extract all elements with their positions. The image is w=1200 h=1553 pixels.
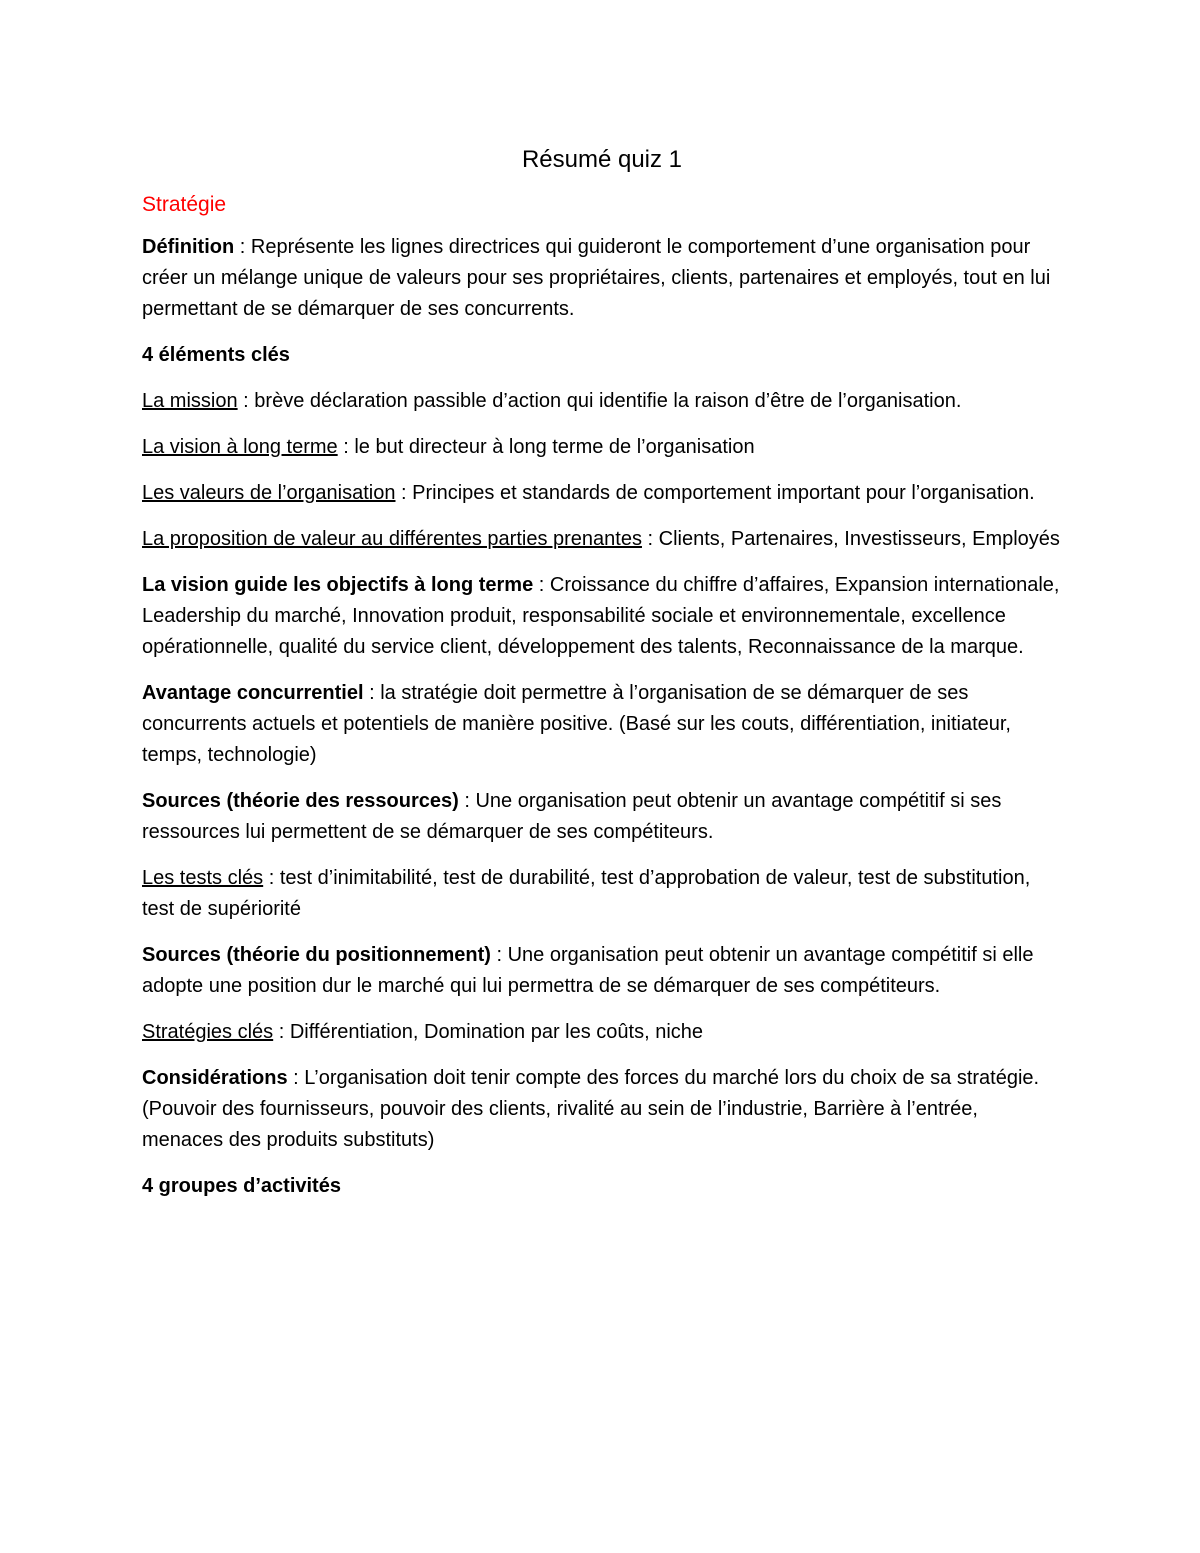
key-strategies-term: Stratégies clés (142, 1021, 274, 1043)
positioning-theory-term: Sources (théorie du positionnement) (142, 944, 491, 966)
section-heading-strategie: Stratégie (142, 193, 227, 216)
vision-objectives-text: Croissance du chiffre d’affaires, Expansion internationale, Leadership du marché, Innovation produit, responsabilité sociale et environnementale, excellence opérationnelle, qualité du service client, développement des talents, Reconnaissance de la marque. (142, 574, 1060, 658)
org-values-paragraph (142, 478, 1062, 509)
positioning-theory-paragraph (142, 940, 1062, 1002)
org-values-text: Principes et standards de comportement important pour l’organisation. (412, 482, 1035, 504)
document-title: Résumé quiz 1 (521, 146, 683, 173)
considerations-term: Considérations (142, 1067, 288, 1089)
mission-term: La mission (142, 390, 238, 412)
key-tests-text: test d’inimitabilité, test de durabilité, test d’approbation de valeur, test de substitution, test de supériorité (142, 867, 1031, 920)
vision-objectives-paragraph (142, 570, 1062, 663)
key-strategies-paragraph (142, 1017, 1062, 1048)
value-proposition-separator: : (641, 528, 659, 550)
definition-term: Définition (142, 236, 235, 258)
value-proposition-paragraph (142, 524, 1062, 555)
definition-separator: : (234, 236, 251, 258)
key-strategies-separator: : (273, 1021, 290, 1043)
mission-separator: : (237, 390, 255, 412)
competitive-advantage-paragraph (142, 678, 1062, 771)
resources-theory-term: Sources (théorie des ressources) (142, 790, 459, 812)
key-tests-paragraph (142, 863, 1062, 925)
competitive-advantage-text: la stratégie doit permettre à l’organisation de se démarquer de ses concurrents actuels et potentiels de manière positive. (Basé sur les couts, différentiation, initiateur, temps, technologie) (142, 682, 1011, 766)
resources-theory-separator: : (458, 790, 476, 812)
positioning-theory-separator: : (490, 944, 508, 966)
competitive-advantage-separator: : (363, 682, 381, 704)
mission-paragraph (142, 386, 1062, 417)
definition-text: Représente les lignes directrices qui guideront le comportement d’une organisation pour créer un mélange unique de valeurs pour ses propriétaires, clients, partenaires et employés, tout en lui permettant de se démarquer de ses concurrents. (142, 236, 1051, 320)
key-tests-separator: : (263, 867, 280, 889)
key-strategies-text: Différentiation, Domination par les coûts, niche (289, 1021, 704, 1043)
resources-theory-paragraph (142, 786, 1062, 848)
long-term-vision-paragraph (142, 432, 1062, 463)
considerations-separator: : (287, 1067, 305, 1089)
vision-objectives-term: La vision guide les objectifs à long terme (142, 574, 534, 596)
resources-theory-text: Une organisation peut obtenir un avantage compétitif si ses ressources lui permettent de se démarquer de ses compétiteurs. (142, 790, 1002, 843)
vision-objectives-separator: : (533, 574, 550, 596)
long-term-vision-text: le but directeur à long terme de l’organisation (354, 436, 755, 458)
key-elements-heading: 4 éléments clés (142, 344, 290, 366)
long-term-vision-term: La vision à long terme (142, 436, 338, 458)
key-tests-term: Les tests clés (142, 867, 264, 889)
value-proposition-term: La proposition de valeur au différentes parties prenantes (142, 528, 642, 550)
org-values-term: Les valeurs de l’organisation (142, 482, 396, 504)
value-proposition-text: Clients, Partenaires, Investisseurs, Employés (658, 528, 1060, 550)
document-page (142, 140, 1062, 1217)
activity-groups-heading: 4 groupes d’activités (142, 1175, 341, 1197)
definition-paragraph (142, 232, 1062, 325)
considerations-text: L’organisation doit tenir compte des forces du marché lors du choix de sa stratégie. (Pouvoir des fournisseurs, pouvoir des clients, rivalité au sein de l’industrie, Barrière à l’entrée, menaces des produits substituts) (142, 1067, 1040, 1151)
competitive-advantage-term: Avantage concurrentiel (142, 682, 364, 704)
org-values-separator: : (395, 482, 413, 504)
positioning-theory-text: Une organisation peut obtenir un avantage compétitif si elle adopte une position dur le marché qui lui permettra de se démarquer de ses compétiteurs. (142, 944, 1034, 997)
mission-text: brève déclaration passible d’action qui identifie la raison d’être de l’organisation. (254, 390, 962, 412)
long-term-vision-separator: : (337, 436, 355, 458)
considerations-paragraph (142, 1063, 1062, 1156)
